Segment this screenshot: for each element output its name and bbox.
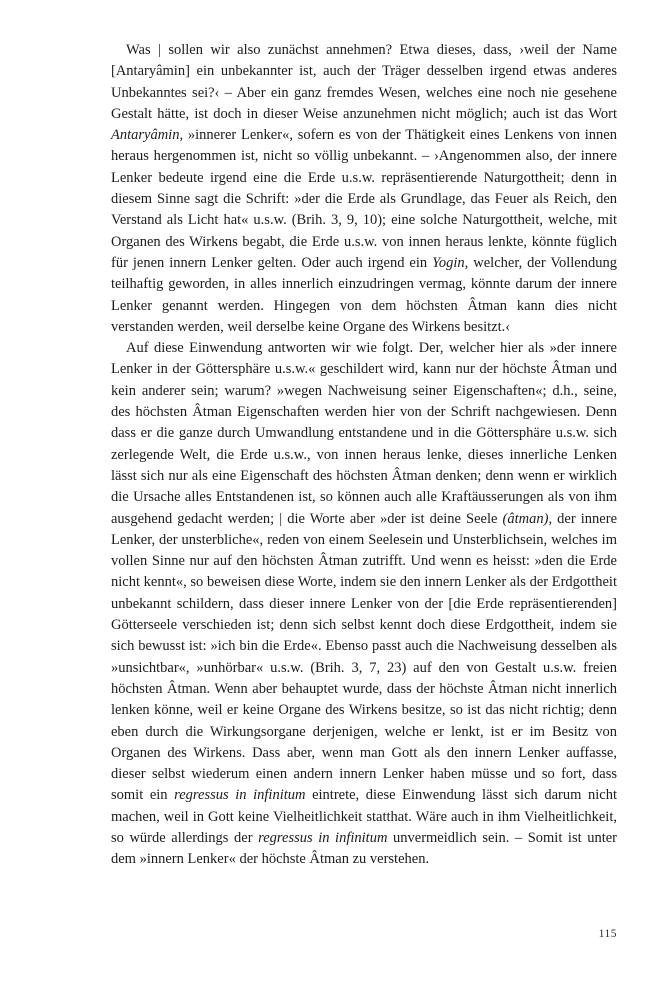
text-run: welcher, der Vollendung teilhaftig geworden, in alles innerlich einzudringen vermag, könnte darum der innere Lenker genannt werden. Hingegen von dem höchsten Âtman kann dies nicht verstanden werden, weil derselbe keine Organe des Wirkens besitzt.‹ [111,254,617,335]
page-number: 115 [598,928,617,940]
paragraph-1 [111,40,617,338]
text-run: Was | sollen wir also zunächst annehmen? Etwa dieses, dass, ›weil der Name [Antaryâmin] ein unbekannter ist, auch der Träger desselben irgend etwas anderes Unbekanntes sei?‹ – Aber ein ganz fremdes Wesen, welches eine noch nie gesehene Gestalt hätte, ist doch in dieser Weise anzunehmen nicht möglich; auch ist das Wort [111,42,617,122]
italic-term: Yogin, [432,254,469,271]
text-run: Auf diese Einwendung antworten wir wie folgt. Der, welcher hier als »der innere Lenker in der Göttersphäre u.s.w.« geschildert wird, kann nur der höchste Âtman und kein anderer sein; warum? »wegen Nachweisung seiner Eigenschaften«; d.h., seine, des höchsten Âtman Eigenschaften werden hier von der Schrift nachgewiesen. Denn dass er die ganze durch Umwandlung entstandene und in die Göttersphäre u.s.w. sich zerlegende Welt, die Erde u.s.w., von innen heraus lenke, dieses innerliche Lenken lässt sich nur als eine Eigenschaft des höchsten Âtman denken; denn wenn er wirklich die Ursache alles Entstandenen ist, so können auch alle Kraftäusserungen als von ihm ausgehend gedacht werden; | die Worte aber »der ist deine Seele [111,340,617,527]
italic-term: (âtman), [502,510,553,527]
text-run: eintrete, diese Einwendung lässt sich darum nicht machen, weil in Gott keine Vielheitlichkeit statthat. Wäre auch in ihm Vielheitlichkeit, so würde allerdings der [111,787,617,846]
italic-term: regressus in infinitum [258,829,388,846]
page-body [111,40,617,871]
italic-term: Antaryâmin, [111,127,184,144]
paragraph-2 [111,338,617,870]
text-run: unvermeidlich sein. – Somit ist unter dem »innern Lenker« der höchste Âtman zu verstehen. [111,829,618,868]
italic-term: regressus in infinitum [174,787,306,804]
text-run: der innere Lenker, der unsterbliche«, reden von einem Seelesein und Unsterblichsein, welches im vollen Sinne nur auf den höchsten Âtman zutrifft. Und wenn es heisst: »den die Erde nicht kennt«, so beweisen diese Worte, indem sie den innern Lenker als der Erdgottheit unbekannt schildern, dass dieser innere Lenker von der [die Erde repräsentierenden] Götterseele verschieden ist; denn sich selbst kennt doch diese Erdgottheit, indem sie sich bewusst ist: »ich bin die Erde«. Ebenso passt auch die Nachweisung desselben als »unsichtbar«, »unhörbar« u.s.w. (Brih. 3, 7, 23) auf den von Gestalt u.s.w. freien höchsten Âtman. Wenn aber behauptet wurde, dass der höchste Âtman nicht innerlich lenken könne, weil er keine Organe des Wirkens besitze, so ist das nicht richtig; denn eben durch die Wirkungsorgane derjenigen, welche er lenkt, ist er im Besitz von Organen des Wirkens. Dass aber, wenn man Gott als den innern Lenker auffasse, dieser selbst wiederum einen andern innern Lenker haben müsse und so fort, dass somit ein [111,510,618,804]
text-run: »innerer Lenker«, sofern es von der Thätigkeit eines Lenkens von innen heraus hergenommen ist, nicht so völlig unbekannt. – ›Angenommen also, der innere Lenker bedeute irgend eine die Erde u.s.w. repräsentierende Naturgottheit; denn in diesem Sinne sagt die Schrift: »der die Erde als Grundlage, das Feuer als Reich, den Verstand als Licht hat« u.s.w. (Brih. 3, 9, 10); eine solche Naturgottheit, welche, mit Organen des Wirkens begabt, die Erde u.s.w. von innen heraus lenkte, könnte füglich für jenen innern Lenker gelten. Oder auch irgend ein [111,127,617,271]
